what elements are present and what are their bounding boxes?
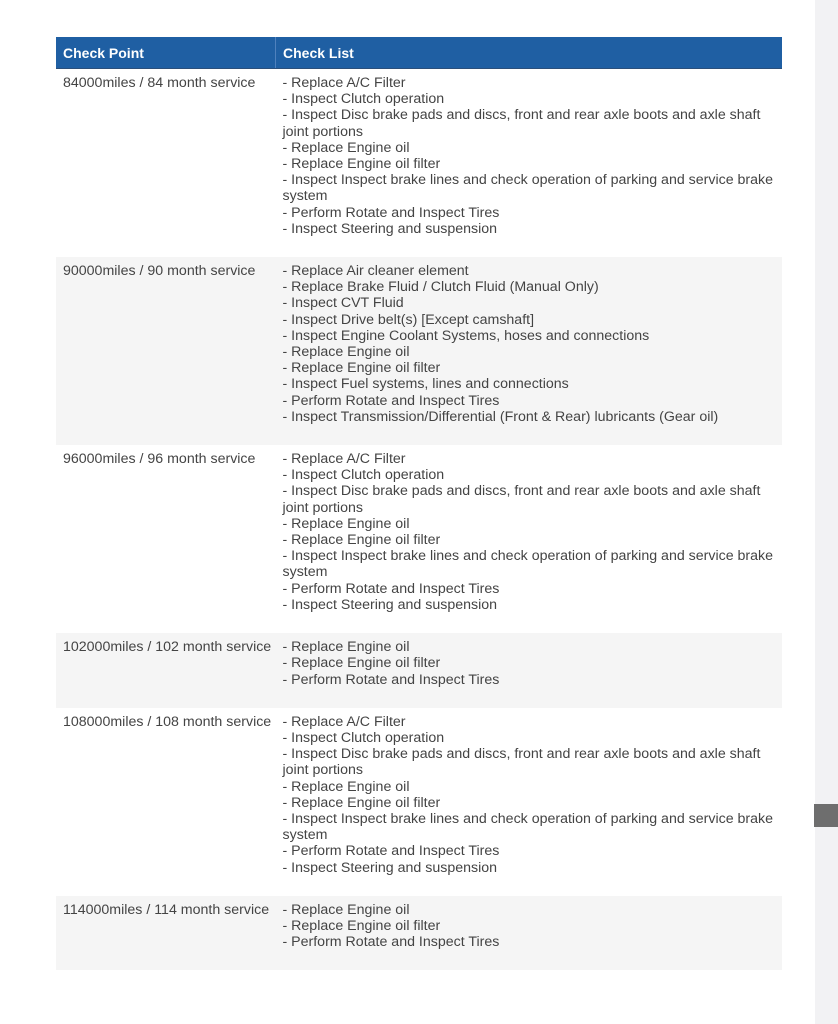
check-list-item: - Replace Engine oil filter	[282, 794, 441, 811]
check-list	[283, 75, 776, 237]
table-row	[56, 633, 782, 708]
check-list-item: - Replace Engine oil	[282, 901, 410, 918]
check-list	[283, 451, 776, 613]
check-list-cell	[276, 257, 783, 445]
check-list-item: - Inspect Inspect brake lines and check operation of parking and service brake system	[282, 810, 774, 844]
maintenance-schedule-table	[56, 37, 782, 970]
check-list-item: - Inspect Disc brake pads and discs, front and rear axle boots and axle shaft joint portions	[282, 107, 761, 140]
check-list-item: - Replace Engine oil	[282, 778, 410, 795]
check-list-item: - Replace Engine oil	[282, 515, 410, 532]
check-list-cell	[276, 445, 783, 633]
check-list-item: - Replace Engine oil	[282, 344, 410, 361]
check-list-item: - Inspect Inspect brake lines and check operation of parking and service brake system	[282, 548, 774, 581]
check-point-cell: 96000miles / 96 month service	[63, 451, 256, 468]
check-list-item: - Perform Rotate and Inspect Tires	[282, 934, 500, 951]
table-row	[56, 69, 782, 258]
check-list-item: - Perform Rotate and Inspect Tires	[282, 392, 500, 409]
check-list-item: - Replace Engine oil	[282, 139, 410, 156]
check-list-cell	[276, 896, 783, 971]
check-list-item: - Inspect Clutch operation	[282, 729, 445, 746]
check-list-item: - Perform Rotate and Inspect Tires	[282, 671, 500, 688]
scrollbar-thumb[interactable]	[814, 804, 838, 827]
check-list-item: - Replace Engine oil filter	[282, 156, 441, 173]
header-check-point: Check Point	[56, 37, 276, 69]
header-check-list: Check List	[276, 37, 783, 69]
check-list-item: - Inspect Drive belt(s) [Except camshaft]	[282, 311, 535, 328]
check-list-item: - Replace A/C Filter	[282, 75, 406, 91]
check-list-cell	[276, 633, 783, 708]
check-list	[283, 902, 776, 951]
check-list	[283, 263, 776, 425]
check-list-item: - Replace Engine oil filter	[282, 532, 441, 549]
scrollbar-track[interactable]	[815, 0, 838, 1024]
check-list-item: - Inspect CVT Fluid	[282, 295, 404, 312]
check-point-cell: 114000miles / 114 month service	[56, 896, 276, 971]
table-row	[56, 445, 782, 633]
check-list-item: - Inspect Clutch operation	[282, 467, 445, 484]
table-row	[56, 896, 782, 971]
check-list-item: - Inspect Steering and suspension	[282, 596, 498, 613]
check-list-item: - Inspect Disc brake pads and discs, front and rear axle boots and axle shaft joint portions	[282, 746, 761, 779]
table-body	[56, 69, 782, 971]
check-list	[283, 714, 776, 876]
check-list-item: - Inspect Steering and suspension	[282, 859, 498, 876]
check-list-item: - Inspect Inspect brake lines and check operation of parking and service brake system	[282, 172, 774, 205]
check-point-cell: 90000miles / 90 month service	[56, 257, 276, 445]
check-list-item: - Inspect Engine Coolant Systems, hoses and connections	[282, 327, 650, 344]
check-list-item: - Replace Engine oil filter	[282, 655, 441, 672]
check-list-item: - Replace Brake Fluid / Clutch Fluid (Manual Only)	[282, 279, 599, 296]
check-list-item: - Perform Rotate and Inspect Tires	[282, 204, 500, 221]
check-list-item: - Replace A/C Filter	[282, 713, 406, 730]
check-point-cell: 108000miles / 108 month service	[63, 713, 272, 730]
check-list-item: - Inspect Disc brake pads and discs, front and rear axle boots and axle shaft joint portions	[282, 483, 761, 516]
check-list-item: - Replace Engine oil	[282, 639, 410, 656]
check-list-item: - Replace A/C Filter	[282, 451, 406, 468]
check-list-cell	[276, 69, 783, 258]
table-header-row	[56, 37, 782, 69]
check-list-item: - Perform Rotate and Inspect Tires	[282, 843, 500, 860]
table-row	[56, 257, 782, 445]
table-row	[56, 708, 782, 896]
check-list	[283, 639, 776, 688]
check-list-item: - Perform Rotate and Inspect Tires	[282, 580, 500, 597]
check-point-cell: 102000miles / 102 month service	[56, 633, 276, 708]
check-list-item: - Inspect Transmission/Differential (Front & Rear) lubricants (Gear oil)	[282, 408, 719, 425]
check-list-item: - Inspect Clutch operation	[282, 91, 445, 108]
check-list-item: - Replace Engine oil filter	[282, 917, 441, 934]
check-list-item: - Inspect Fuel systems, lines and connections	[282, 376, 569, 393]
check-point-cell: 84000miles / 84 month service	[63, 75, 256, 91]
check-list-item: - Inspect Steering and suspension	[282, 220, 498, 237]
check-list-item: - Replace Engine oil filter	[282, 360, 441, 377]
check-list-item: - Replace Air cleaner element	[282, 263, 469, 280]
check-list-cell	[276, 708, 783, 896]
